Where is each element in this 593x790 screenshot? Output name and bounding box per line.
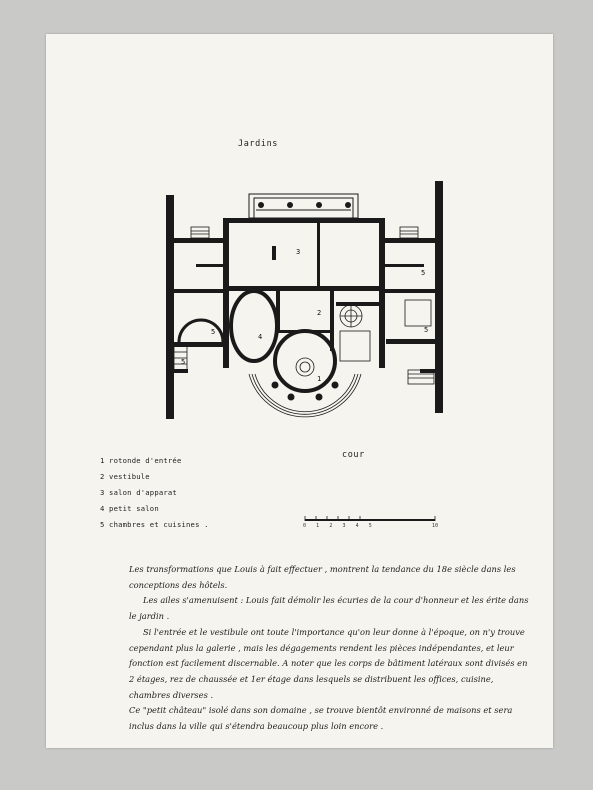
legend <box>100 454 209 534</box>
document-sheet <box>46 34 553 748</box>
paragraph: Les ailes s'amenuisent : Louis fait démolir les écuries de la cour d'honneur et les érite dans le jardin . <box>129 595 529 622</box>
room-number-5: 5 <box>421 269 426 277</box>
paragraph: Ce "petit château" isolé dans son domaine , se trouve bientôt environné de maisons et sera inclus dans la ville qui s'étendra beaucoup plus loin encore . <box>129 705 513 732</box>
room-number-3: 3 <box>296 248 301 256</box>
paragraph: Les transformations que Louis à fait effectuer , montrent la tendance du 18e siècle dans les conceptions des hôtels. <box>129 564 516 590</box>
courtyard-label: cour <box>342 450 365 460</box>
room-number-5: 5 <box>181 358 186 366</box>
scale-tick-label: 1 <box>316 523 320 529</box>
scale-tick-label: 10 <box>431 523 438 529</box>
legend-item: 5 chambres et cuisines . <box>100 520 209 529</box>
legend-item: 2 vestibule <box>100 472 150 481</box>
room-number-2: 2 <box>317 309 322 317</box>
room-number-4: 4 <box>258 333 263 341</box>
scale-bar <box>305 516 435 521</box>
scale-tick-label: 4 <box>355 523 359 529</box>
legend-item: 3 salon d'apparat <box>100 488 177 497</box>
left-boundary-wall <box>166 195 174 419</box>
room-number-1: 1 <box>317 375 322 383</box>
legend-item: 1 rotonde d'entrée <box>100 456 182 465</box>
scale-tick-label: 2 <box>329 523 333 529</box>
garden-label: Jardins <box>238 139 279 149</box>
legend-item: 4 petit salon <box>100 504 159 513</box>
room-number-5: 5 <box>424 326 429 334</box>
scale-tick-label: 0 <box>303 523 307 529</box>
scale-labels <box>303 523 438 529</box>
room-number-5: 5 <box>211 328 216 336</box>
right-boundary-wall <box>435 181 443 413</box>
paragraph: Si l'entrée et le vestibule ont toute l'importance qu'on leur donne à l'époque, on n'y trouve cependant plus la galerie , mais les dégagements rendent les pièces indépendantes, et leur fonction est facilement discernable. A noter que les corps de bâtiment latéraux sont divisés en 2 étages, rez de chaussée et 1er étage dans lesquels se distribuent les offices, cuisine, chambres diverses . <box>129 626 528 700</box>
scale-tick-label: 5 <box>368 523 372 529</box>
scale-tick-label: 3 <box>342 523 346 529</box>
handwritten-text <box>129 562 529 735</box>
